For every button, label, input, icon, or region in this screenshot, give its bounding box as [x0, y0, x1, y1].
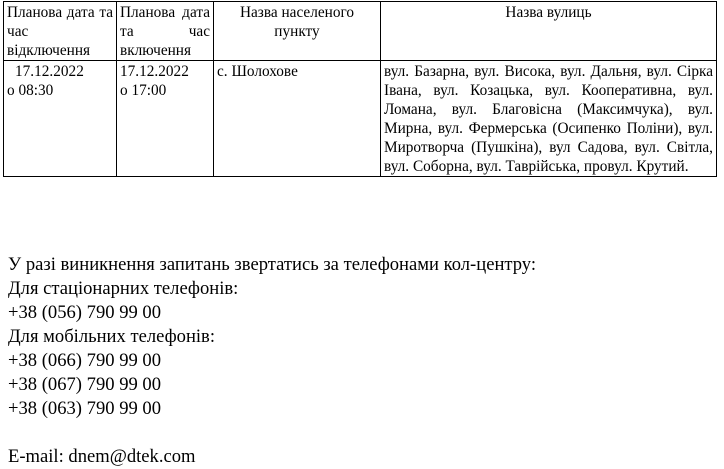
header-off-time: Планова дата та час відключення — [4, 2, 117, 61]
email-contact: E-mail: dnem@dtek.com — [8, 446, 196, 467]
header-streets: Назва вулиць — [381, 2, 717, 61]
landline-phone: +38 (056) 790 99 00 — [8, 302, 162, 323]
mobile-phone: +38 (067) 790 99 00 — [8, 374, 162, 395]
on-datetime-cell — [117, 61, 214, 177]
header-on-time: Планова дата та час включення — [117, 2, 214, 61]
table-row — [4, 61, 717, 177]
on-time: о 17:00 — [120, 82, 167, 99]
mobile-phone: +38 (063) 790 99 00 — [8, 398, 162, 419]
contact-info — [8, 253, 536, 469]
locality-cell: с. Шолохове — [214, 61, 381, 177]
on-date: 17.12.2022 — [120, 63, 189, 80]
landline-label: Для стаціонарних телефонів: — [8, 278, 239, 299]
spacer — [8, 421, 536, 445]
mobile-phone: +38 (066) 790 99 00 — [8, 350, 162, 371]
off-time: о 08:30 — [7, 82, 54, 99]
streets-cell: вул. Базарна, вул. Висока, вул. Дальня, вул. Сірка Івана, вул. Козацька, вул. Кооперативна, вул. Ломана, вул. Благовісна (Максимчука), вул. Мирна, вул. Фермерська (Осипенко Поліни), вул. Миротворча (Пушкіна), вул Садова, вул. Світла, вул. Соборна, вул. Таврійська, провул. Крутий. — [381, 61, 717, 177]
header-locality: Назва населеного пункту — [214, 2, 381, 61]
off-date: 17.12.2022 — [15, 63, 84, 80]
outage-schedule-table — [3, 1, 717, 177]
mobile-label: Для мобільних телефонів: — [8, 326, 216, 347]
table-header-row — [4, 2, 717, 61]
off-datetime-cell — [4, 61, 117, 177]
contact-intro: У разі виникнення запитань звертатись за телефонами кол-центру: — [8, 254, 537, 275]
